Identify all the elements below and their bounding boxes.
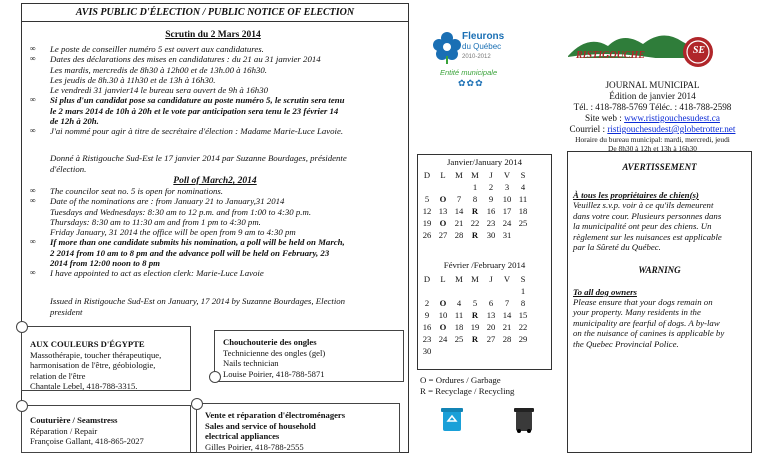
calendar-day: 13 [486,310,496,320]
calendar-day: O [439,218,447,228]
ad-line: Massothérapie, toucher thérapeutique, [30,349,162,360]
notice-line: Les mardis, mercredis de 8h30 à 12h00 et de 13h.00 à 16h30. [50,64,267,75]
text-line: your property. Many residents in the [573,307,701,317]
notice-line: Le poste de conseiller numéro 5 est ouvert aux candidatures. [50,44,264,54]
calendar-day: 12 [422,206,432,216]
email-link[interactable]: ristigouchesudest@globetrotter.net [607,124,736,134]
calendar-day [419,285,435,297]
poll-title: Poll of March2, 2014 [173,176,257,186]
text-line: municipality are fearful of dogs. A by-law [573,317,720,328]
calendar-day: 19 [422,218,432,228]
fleurons-region: du Québec [462,42,502,51]
calendar-day: R [471,206,479,216]
bullet-icon: ∞ [30,268,36,278]
legend-recycling: R = Recyclage / Recycling [420,386,515,396]
weekday-header: L [440,274,446,284]
website-link[interactable]: www.ristigouchesudest.ca [624,113,720,123]
fleurons-years: 2010-2012 [462,54,491,60]
calendar-day: 16 [422,322,432,332]
notice-line: Thursdays: 8:30 am to 11:30 am and from 1 pm to 4:30 pm. [50,216,261,227]
warning-title-en: WARNING [638,264,681,275]
office-hours: Horaire du bureau municipal: mardi, mercredi, jeudi [575,135,730,144]
text-line: par la Sûreté du Québec. [573,242,661,252]
ad-title: AUX COULEURS D'ÉGYPTE [30,339,145,349]
calendar-day [419,181,435,193]
warning-title-fr: AVERTISSEMENT [622,162,697,172]
calendar-day [435,345,451,357]
calendar-day: 30 [486,230,496,240]
french-signature [50,153,395,174]
calendar-legend [420,375,514,397]
ad-line: Réparation / Repair [30,425,98,436]
notice-item [30,196,400,237]
calendar-week [419,229,531,241]
bullet-icon: ∞ [30,126,36,136]
calendar-day: 28 [502,334,512,344]
bullet-icon: ∞ [30,237,36,247]
calendar-week [419,309,531,321]
calendar-day: 26 [422,230,432,240]
calendar-day: 18 [518,206,528,216]
calendar-day: 9 [488,194,494,204]
calendar-day: 11 [454,310,464,320]
notice-line: Date of the nominations are : from January 21 to January,31 2014 [50,196,285,207]
calendar-day: 2 [424,298,430,308]
ad-line: Nails technician [223,358,279,369]
ristigouche-se-badge: SE [692,45,706,56]
calendar-day [451,181,467,193]
ad-line: Chantale Lebel, 418-788-3315. [30,381,138,392]
calendar-week [419,285,531,297]
notice-item [30,95,400,126]
text-line: d'élection. [50,163,87,174]
calendar-day: 13 [438,206,448,216]
calendar-day: 31 [502,230,512,240]
weekday-header: V [503,170,511,180]
weekday-header: V [503,274,511,284]
garbage-bin-icon [512,405,536,433]
bullet-icon: ∞ [30,196,36,206]
weekday-header: S [520,274,526,284]
calendar-day [483,345,499,357]
warning-text-fr [573,200,746,253]
calendar-day: 23 [422,334,432,344]
calendar-day: 14 [454,206,464,216]
calendar-day: 28 [454,230,464,240]
calendar-day: 11 [518,194,528,204]
january-title: Janvier/January 2014 [447,157,522,167]
calendar-week [419,181,531,193]
calendar-day: 6 [488,298,494,308]
calendar-day [499,345,515,357]
warning-heading-fr: À tous les propriétaires de chien(s) [573,190,699,200]
calendar-day: 20 [486,322,496,332]
calendar-day [435,285,451,297]
calendar-day: 8 [520,298,526,308]
fleurons-logo-text [462,32,504,62]
calendar-day: 25 [454,334,464,344]
ad-title: Chouchouterie des ongles [223,337,317,347]
february-title: Février /February 2014 [443,260,526,270]
calendar-day: 5 [424,194,430,204]
weekday-header: M [455,274,463,284]
notice-line: Tuesdays and Wednesdays: 8:30 am to 12 p.m. and from 1:00 to 4:30 p.m. [50,206,312,217]
calendar-day: 19 [470,322,480,332]
calendar-day: 7 [456,194,462,204]
english-notice-list [30,186,400,279]
text-line: Donné à Ristigouche Sud-Est le 17 janvier 2014 par Suzanne Bourdages, présidente [50,153,347,163]
ad-line: Technicienne des ongles (gel) [223,347,326,358]
calendar-day: 22 [470,218,480,228]
journal-phone: Tél. : 418-788-5769 Téléc. : 418-788-2598 [573,102,732,112]
text-line: Veuillez s.v.p. voir à ce qu'ils demeurent [573,200,714,210]
calendar-day: 1 [520,286,526,296]
ad-line: relation de l'être [30,370,86,381]
calendar-day [483,285,499,297]
calendar-week [419,217,531,229]
calendar-day: 15 [518,310,528,320]
ad-electromenagers [196,403,400,453]
calendar-day: 14 [502,310,512,320]
calendar-day [435,181,451,193]
calendar-week [419,333,531,345]
journal-title: JOURNAL MUNICIPAL [605,80,700,90]
calendar-day: 16 [486,206,496,216]
weekday-header: S [520,170,526,180]
fleurons-name: Fleurons [462,31,505,42]
ad-line: Sales and service of household [205,420,316,431]
calendar-day: 2 [488,182,494,192]
dog-warning-box [567,151,752,453]
ad-line: harmonisation de l'être, géobiologie, [30,360,156,371]
weekday-header: D [423,170,431,180]
calendar-day [451,285,467,297]
journal-edition: Édition de janvier 2014 [609,91,696,101]
weekday-header: M [471,170,479,180]
text-line: règlement sur les nuisances est applicable [573,231,722,242]
weekday-header: M [455,170,463,180]
calendar-week [419,297,531,309]
calendar-day: 24 [502,218,512,228]
calendar-day: 7 [504,298,510,308]
calendar-day: 10 [438,310,448,320]
journal-info [540,80,765,153]
weekday-header: L [440,170,446,180]
calendar-day [451,345,467,357]
text-line: the Quebec Provincial Police. [573,338,679,349]
notice-line: Si plus d'un candidat pose sa candidature au poste numéro 5, le scrutin sera tenu [50,95,345,106]
notice-line: le 2 mars 2014 de 10h à 20h et le vote par anticipation sera tenu le 23 février 14 [50,105,339,116]
january-calendar [419,169,531,241]
calendar-day: 22 [518,322,528,332]
text-line: dans votre cour. Plusieurs personnes dans [573,210,722,221]
notice-line: If more than one candidate submits his nomination, a poll will be held on March, [50,237,345,248]
calendar-day: 23 [486,218,496,228]
warning-text-en [573,297,746,350]
ristigouche-wordmark: RISTIGOUCHE [576,50,645,61]
calendar-day: 9 [424,310,430,320]
calendar-day: 3 [504,182,510,192]
warning-heading-en: To all dog owners [573,286,637,297]
calendar-day: 21 [454,218,464,228]
notice-line: Friday January, 31 2014 the office will be open from 9 am to 4:30 pm [50,227,296,238]
calendar-day: 29 [518,334,528,344]
notice-line: J'ai nommé pour agir à titre de secrétaire d'élection : Madame Marie-Luce Lavoie. [50,126,344,137]
notice-line: de 12h à 20h. [50,116,99,127]
text-line: on the nuisance of canines is applicable by [573,328,725,338]
calendar-day: R [471,334,479,344]
ad-title: Vente et réparation d'électroménagers [205,410,346,420]
calendar-day [467,345,483,357]
calendar-week [419,193,531,205]
notice-item [30,126,400,136]
calendar-day [499,285,515,297]
bullet-icon: ∞ [30,54,36,64]
calendar-day: 27 [438,230,448,240]
notice-line: Dates des déclarations des mises en candidatures : du 21 au 31 janvier 2014 [50,54,321,65]
calendar-day: R [471,310,479,320]
notice-line: The councilor seat no. 5 is open for nominations. [50,186,223,196]
calendar-week [419,345,531,357]
notice-item [30,186,400,196]
calendar-day: O [439,194,447,204]
text-line: Please ensure that your dogs remain on [573,296,713,307]
weekday-header: J [489,170,493,180]
calendar-week [419,205,531,217]
calendar-day: 4 [456,298,462,308]
calendar-day: 21 [502,322,512,332]
calendar-day: 27 [486,334,496,344]
calendar-week [419,321,531,333]
calendar-day: 4 [520,182,526,192]
text-line: president [50,306,83,317]
weekday-header: M [471,274,479,284]
ad-line: Françoise Gallant, 418-865-2027 [30,436,144,447]
office-hours-times: De 8h30 à 12h et 13h à 16h30 [608,144,697,153]
french-notice-list [30,44,400,137]
legend-garbage: O = Ordures / Garbage [420,375,501,385]
calendar-day: 1 [472,182,478,192]
mail-label: Courriel : [569,124,608,134]
fleurons-subtitle: Entité municipale [440,68,498,77]
weekday-header: J [489,274,493,284]
notice-line: Les jeudis de 8h.30 à 11h30 et de 13h à 16h30. [50,74,216,85]
ad-chouchouterie [214,330,404,382]
notice-line: 2014 from 12:00 noon to 8 pm [50,258,160,269]
bullet-icon: ∞ [30,95,36,105]
notice-item [30,44,400,54]
english-signature [50,296,395,317]
notice-line: Le vendredi 31 janvier14 le bureau sera ouvert de 9h à 16h30 [50,85,269,96]
fleurons-flower-icon [432,30,462,64]
recycling-bin-icon [440,405,464,433]
calendar-day: 5 [472,298,478,308]
ad-aux-couleurs-egypte [21,326,191,391]
calendar-day: 10 [502,194,512,204]
site-label: Site web : [585,113,625,123]
text-line: Issued in Ristigouche Sud-Est on January, 17 2014 by Suzanne Bourdages, Election [50,296,346,306]
fleurons-rating-icon: ✿✿✿ [458,78,484,88]
calendar-day: 30 [422,346,432,356]
calendar-day [467,285,483,297]
scrutin-title: Scrutin du 2 Mars 2014 [165,30,261,40]
bullet-icon: ∞ [30,44,36,53]
calendar-day: O [439,298,447,308]
calendar-day: O [439,322,447,332]
calendar-day: 24 [438,334,448,344]
calendar-day: R [471,230,479,240]
ad-title: Couturière / Seamstress [30,415,118,425]
calendar-day: 8 [472,194,478,204]
calendar-day [515,229,531,241]
calendar-day: 17 [502,206,512,216]
calendar-day: 18 [454,322,464,332]
bullet-icon: ∞ [30,186,36,195]
ad-line: Louise Poirier, 418-788-5871 [223,368,325,379]
ad-couturiere [21,405,191,453]
calendar-day: 25 [518,218,528,228]
calendar-day [515,345,531,357]
text-line: la municipalité ont peur des chiens. Un [573,221,712,231]
notice-item [30,268,400,278]
notice-line: I have appointed to act as election clerk: Marie-Luce Lavoie [50,268,264,279]
february-calendar [419,273,531,357]
notice-item [30,54,400,95]
notice-line: 2 2014 from 10 am to 8 pm and the advance poll will be held on February, 23 [50,247,330,258]
ad-line: electrical appliances [205,431,280,442]
ad-line: Gilles Poirier, 418-788-2555 [205,441,304,452]
notice-item [30,237,400,268]
notice-header: AVIS PUBLIC D'ÉLECTION / PUBLIC NOTICE OF ELECTION [22,4,408,22]
weekday-header: D [423,274,431,284]
